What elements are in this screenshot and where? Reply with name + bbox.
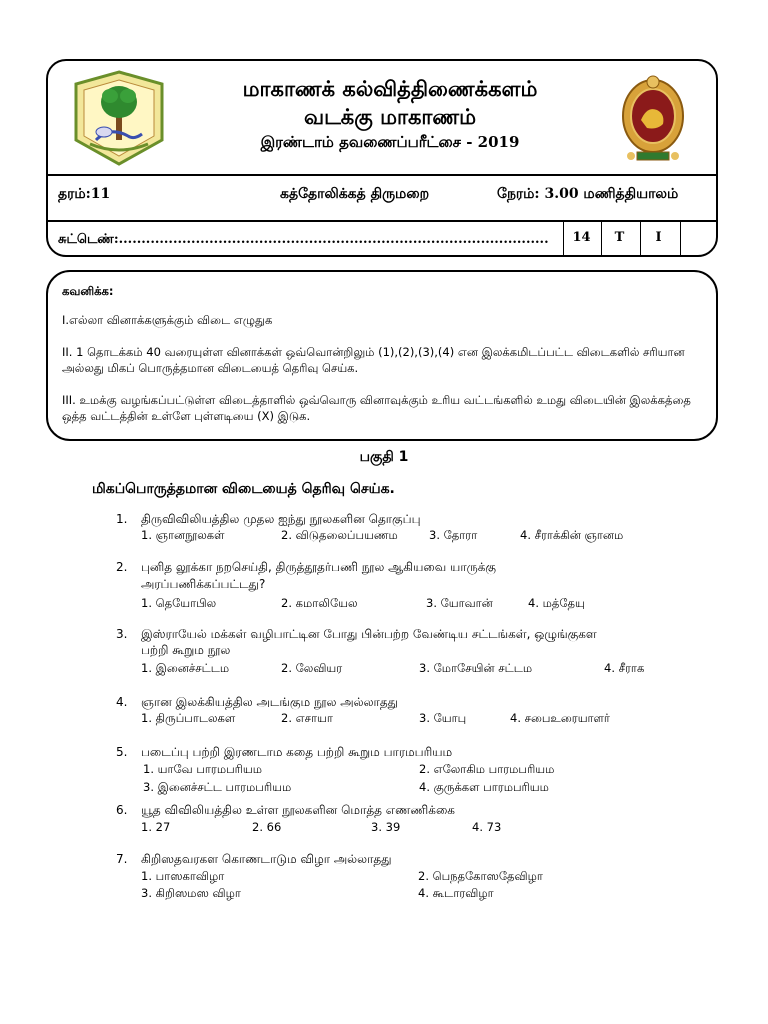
- answer-option: 1. பாஸகாவிழா: [141, 869, 225, 883]
- question-text: பற்றி கூறும நூல: [141, 643, 231, 657]
- instructions-heading: கவனிக்க:: [62, 284, 114, 298]
- answer-option: 1. இனைச்சட்டம: [141, 661, 230, 675]
- answer-option: 1. யாவே பாரமபரியம: [143, 762, 263, 776]
- question-text: படைப்பு பற்றி இரணடாம கதை பற்றி கூறும பாரமபரியம: [141, 745, 453, 759]
- answer-option: 3. யோபு: [419, 711, 467, 725]
- index-cell: 14: [563, 220, 599, 256]
- instruction-item: III. உமக்கு வழங்கப்பட்டுள்ள விடைத்தாளில் ஒவ்வொரு வினாவுக்கும் உரிய வட்டங்களில் உமது விடையின் இலக்கத்தை ஒத்த வட்டத்தின் உள்ளே புள்ளடியை (X) இடுக.: [62, 393, 691, 423]
- header-title: மாகாணக் கல்வித்திணைக்களம்: [242, 76, 538, 101]
- question-text: திருவிவிலியத்தில முதல ஐந்து நூலகளின தொகுப்பு: [141, 512, 421, 526]
- answer-option: 3. யோவான்: [426, 596, 493, 610]
- answer-option: 2. லேவியர: [281, 661, 343, 675]
- answer-option: 4. சபைஉரையாளர்: [510, 711, 610, 725]
- header-divider: [46, 174, 718, 176]
- answer-option: 3. இனைச்சட்ட பாரமபரியம: [143, 780, 292, 794]
- answer-option: 2. பெநதகோஸதேவிழா: [418, 869, 543, 883]
- question-text: புனித லூக்கா நறசெய்தி, திருத்தூதர்பணி நூல ஆகியவை யாருக்கு: [141, 560, 497, 574]
- section-instruction: மிகப்பொருத்தமான விடையைத் தெரிவு செய்க.: [92, 481, 395, 497]
- question-text: அரப்பணிக்கப்பட்டது?: [141, 577, 266, 591]
- answer-option: 3. 39: [371, 820, 401, 834]
- answer-option: 2. எசாயா: [281, 711, 333, 725]
- grade-label: தரம்:11: [58, 186, 111, 202]
- question-number: 7.: [116, 852, 128, 866]
- index-cell: [680, 220, 718, 256]
- answer-option: 1. திருப்பாடலகள: [141, 711, 236, 725]
- index-number-field: சுட்டெண்:...............................................................................................: [58, 232, 549, 247]
- answer-option: 4. 73: [472, 820, 502, 834]
- answer-option: 3. மோசேயின் சட்டம: [419, 661, 533, 675]
- instruction-item: II. 1 தொடக்கம் 40 வரையுள்ள வினாக்கள் ஒவ்வொன்றிலும் (1),(2),(3),(4) என இலக்கமிடப்பட்ட விடைகளில் சரியான அல்லது மிகப் பொருத்தமான விடையைத் தெரிவு செய்க.: [62, 345, 685, 375]
- question-text: கிறிஸதவரகள கொணடாடும விழா அல்லாதது: [141, 852, 392, 866]
- answer-option: 4. மத்தேயு: [528, 596, 585, 610]
- answer-option: 1. ஞானநூலகள்: [141, 528, 225, 542]
- index-cell: I: [640, 220, 676, 256]
- question-number: 2.: [116, 560, 128, 574]
- question-text: இஸ்ராயேல் மக்கள் வழிபாட்டின போது பின்பற்ற வேண்டிய சட்டங்கள், ஒழுங்குகள: [141, 627, 597, 641]
- answer-option: 3. கிறிஸமஸ விழா: [141, 886, 241, 900]
- answer-option: 2. கமாலியேல: [281, 596, 358, 610]
- subject-label: கத்தோலிக்கத் திருமறை: [280, 186, 430, 202]
- question-number: 3.: [116, 627, 128, 641]
- index-cell: T: [601, 220, 637, 256]
- question-number: 4.: [116, 695, 128, 709]
- header-province: வடக்கு மாகாணம்: [304, 104, 476, 129]
- answer-option: 4. சீராக: [604, 661, 645, 675]
- answer-option: 1. 27: [141, 820, 171, 834]
- answer-option: 2. 66: [252, 820, 282, 834]
- national-emblem-logo: [617, 70, 689, 166]
- answer-option: 4. குருக்கள பாரமபரியம: [419, 780, 549, 794]
- time-label: நேரம்: 3.00 மணித்தியாலம்: [497, 186, 679, 202]
- question-number: 6.: [116, 803, 128, 817]
- answer-option: 3. தோரா: [429, 528, 478, 542]
- education-department-logo: [70, 70, 168, 166]
- answer-option: 1. தெயோபில: [141, 596, 217, 610]
- question-text: ஞான இலக்கியத்தில அடங்கும நூல அல்லாதது: [141, 695, 399, 709]
- part-label: பகுதி 1: [359, 449, 409, 465]
- answer-option: 4. கூடாரவிழா: [418, 886, 494, 900]
- answer-option: 2. விடுதலைப்பயணம: [281, 528, 398, 542]
- question-number: 5.: [116, 745, 128, 759]
- answer-option: 4. சீராக்கின் ஞானம: [520, 528, 624, 542]
- question-text: யூத விவிலியத்தில உள்ள நூலகளின மொத்த எணணிக்கை: [141, 803, 455, 817]
- exam-name: இரண்டாம் தவணைப்பரீட்சை - 2019: [260, 133, 520, 151]
- question-number: 1.: [116, 512, 128, 526]
- answer-option: 2. எலோகிம பாரமபரியம: [419, 762, 555, 776]
- instruction-item: I.எல்லா வினாக்களுக்கும் விடை எழுதுக: [62, 313, 273, 327]
